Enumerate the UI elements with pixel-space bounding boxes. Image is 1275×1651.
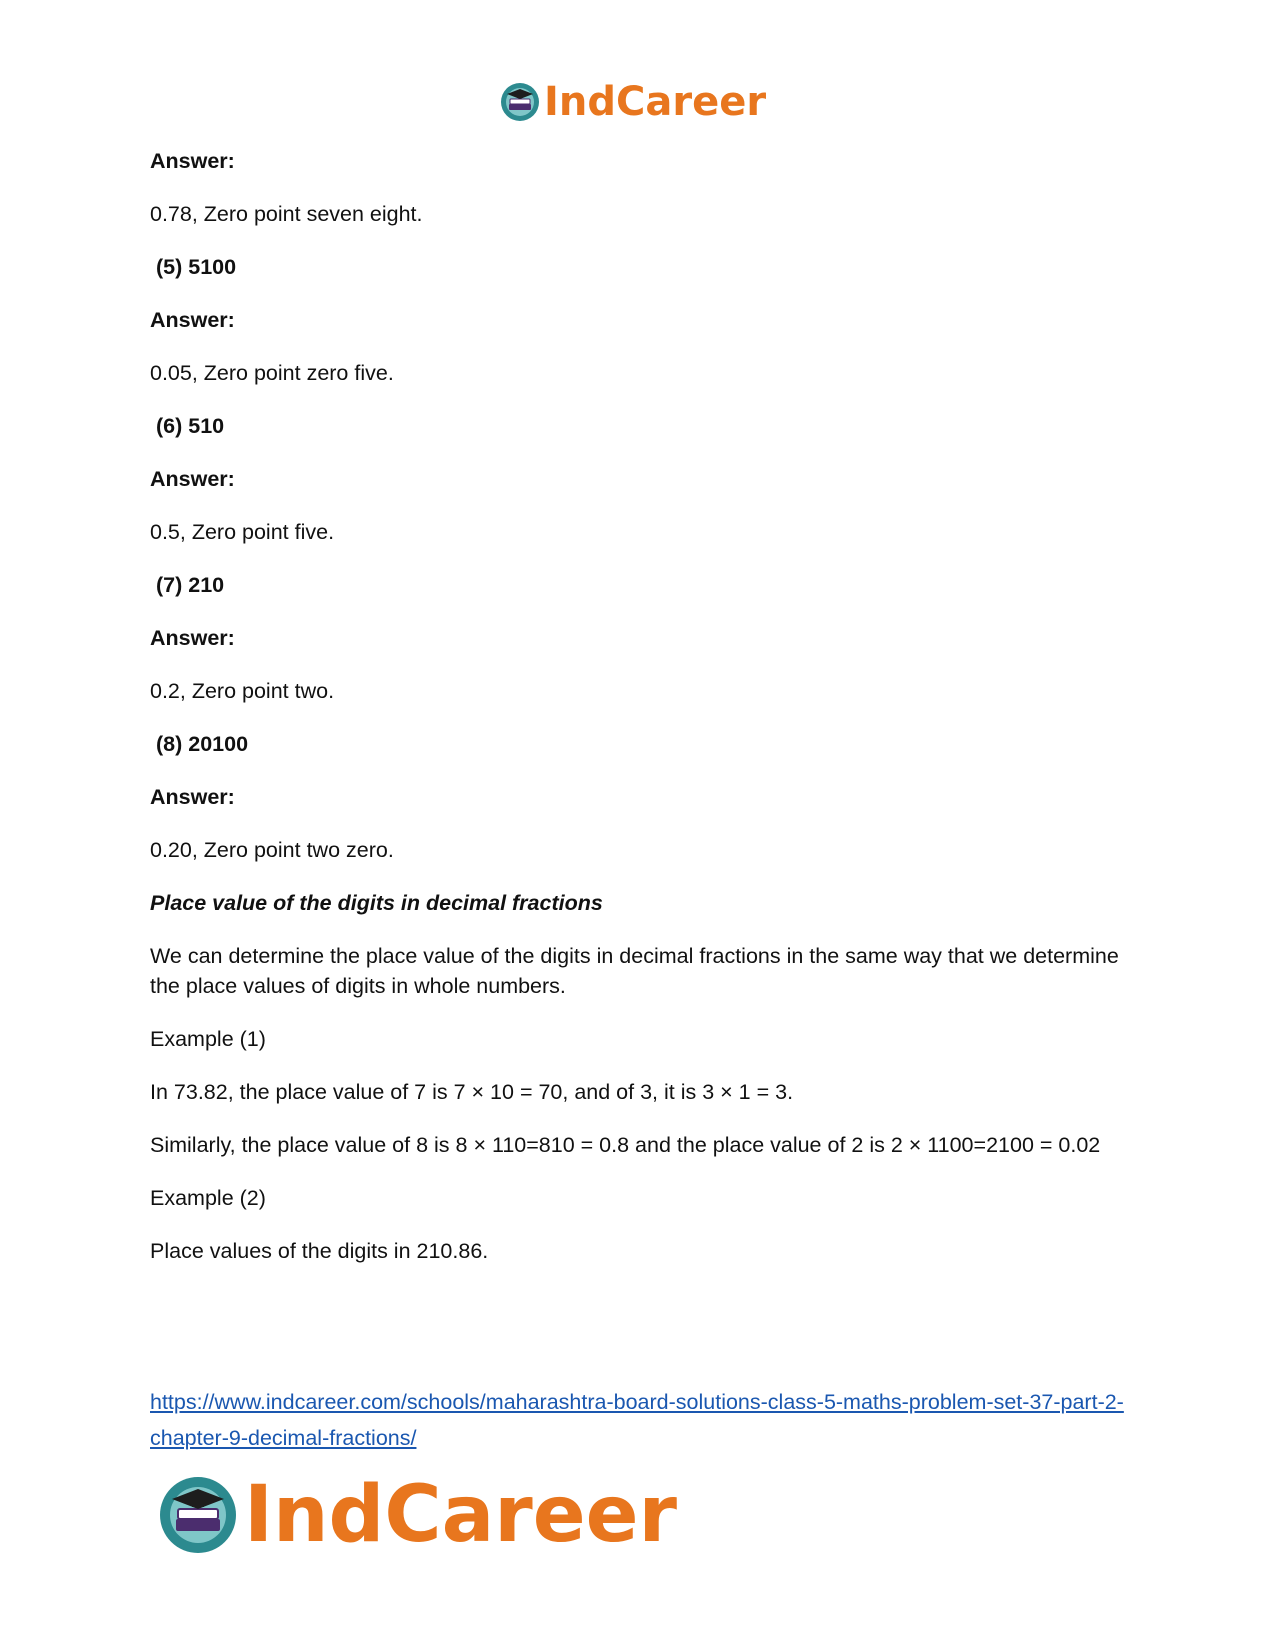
question-label: (6) 510 bbox=[156, 414, 225, 438]
document-body bbox=[150, 146, 1130, 1266]
logo-top bbox=[500, 78, 766, 126]
source-link[interactable]: https://www.indcareer.com/schools/maharashtra-board-solutions-class-5-maths-problem-set-37-part-2-chapter-9-decimal-fractions/ bbox=[150, 1390, 1124, 1450]
section-heading: Place value of the digits in decimal fractions bbox=[150, 891, 603, 915]
paragraph: Similarly, the place value of 8 is 8 × 110=810 = 0.8 and the place value of 2 is 2 × 1100=2100 = 0.02 bbox=[150, 1133, 1101, 1157]
answer-text: 0.5, Zero point five. bbox=[150, 520, 335, 544]
graduation-book-icon bbox=[500, 82, 540, 122]
logo-wordmark bbox=[244, 1470, 677, 1560]
graduation-book-icon bbox=[158, 1475, 238, 1555]
answer-label: Answer: bbox=[150, 626, 235, 650]
question-label: (8) 20100 bbox=[156, 732, 249, 756]
answer-label: Answer: bbox=[150, 308, 235, 332]
logo-bottom bbox=[158, 1470, 677, 1560]
paragraph: We can determine the place value of the digits in decimal fractions in the same way that we determine the place values of digits in whole numbers. bbox=[150, 944, 1119, 998]
paragraph: In 73.82, the place value of 7 is 7 × 10 = 70, and of 3, it is 3 × 1 = 3. bbox=[150, 1080, 794, 1104]
example-label: Example (2) bbox=[150, 1186, 266, 1210]
answer-text: 0.20, Zero point two zero. bbox=[150, 838, 394, 862]
answer-text: 0.2, Zero point two. bbox=[150, 679, 335, 703]
logo-career-text: Career bbox=[384, 1470, 678, 1560]
example-label: Example (1) bbox=[150, 1027, 266, 1051]
question-label: (7) 210 bbox=[156, 573, 225, 597]
answer-text: 0.05, Zero point zero five. bbox=[150, 361, 394, 385]
answer-label: Answer: bbox=[150, 467, 235, 491]
logo-ind-text: Ind bbox=[544, 79, 616, 125]
paragraph: Place values of the digits in 210.86. bbox=[150, 1239, 489, 1263]
answer-label: Answer: bbox=[150, 149, 235, 173]
answer-text: 0.78, Zero point seven eight. bbox=[150, 202, 423, 226]
logo-wordmark bbox=[544, 78, 766, 126]
logo-ind-text: Ind bbox=[244, 1470, 385, 1560]
answer-label: Answer: bbox=[150, 785, 235, 809]
question-label: (5) 5100 bbox=[156, 255, 237, 279]
logo-career-text: Career bbox=[616, 79, 767, 125]
